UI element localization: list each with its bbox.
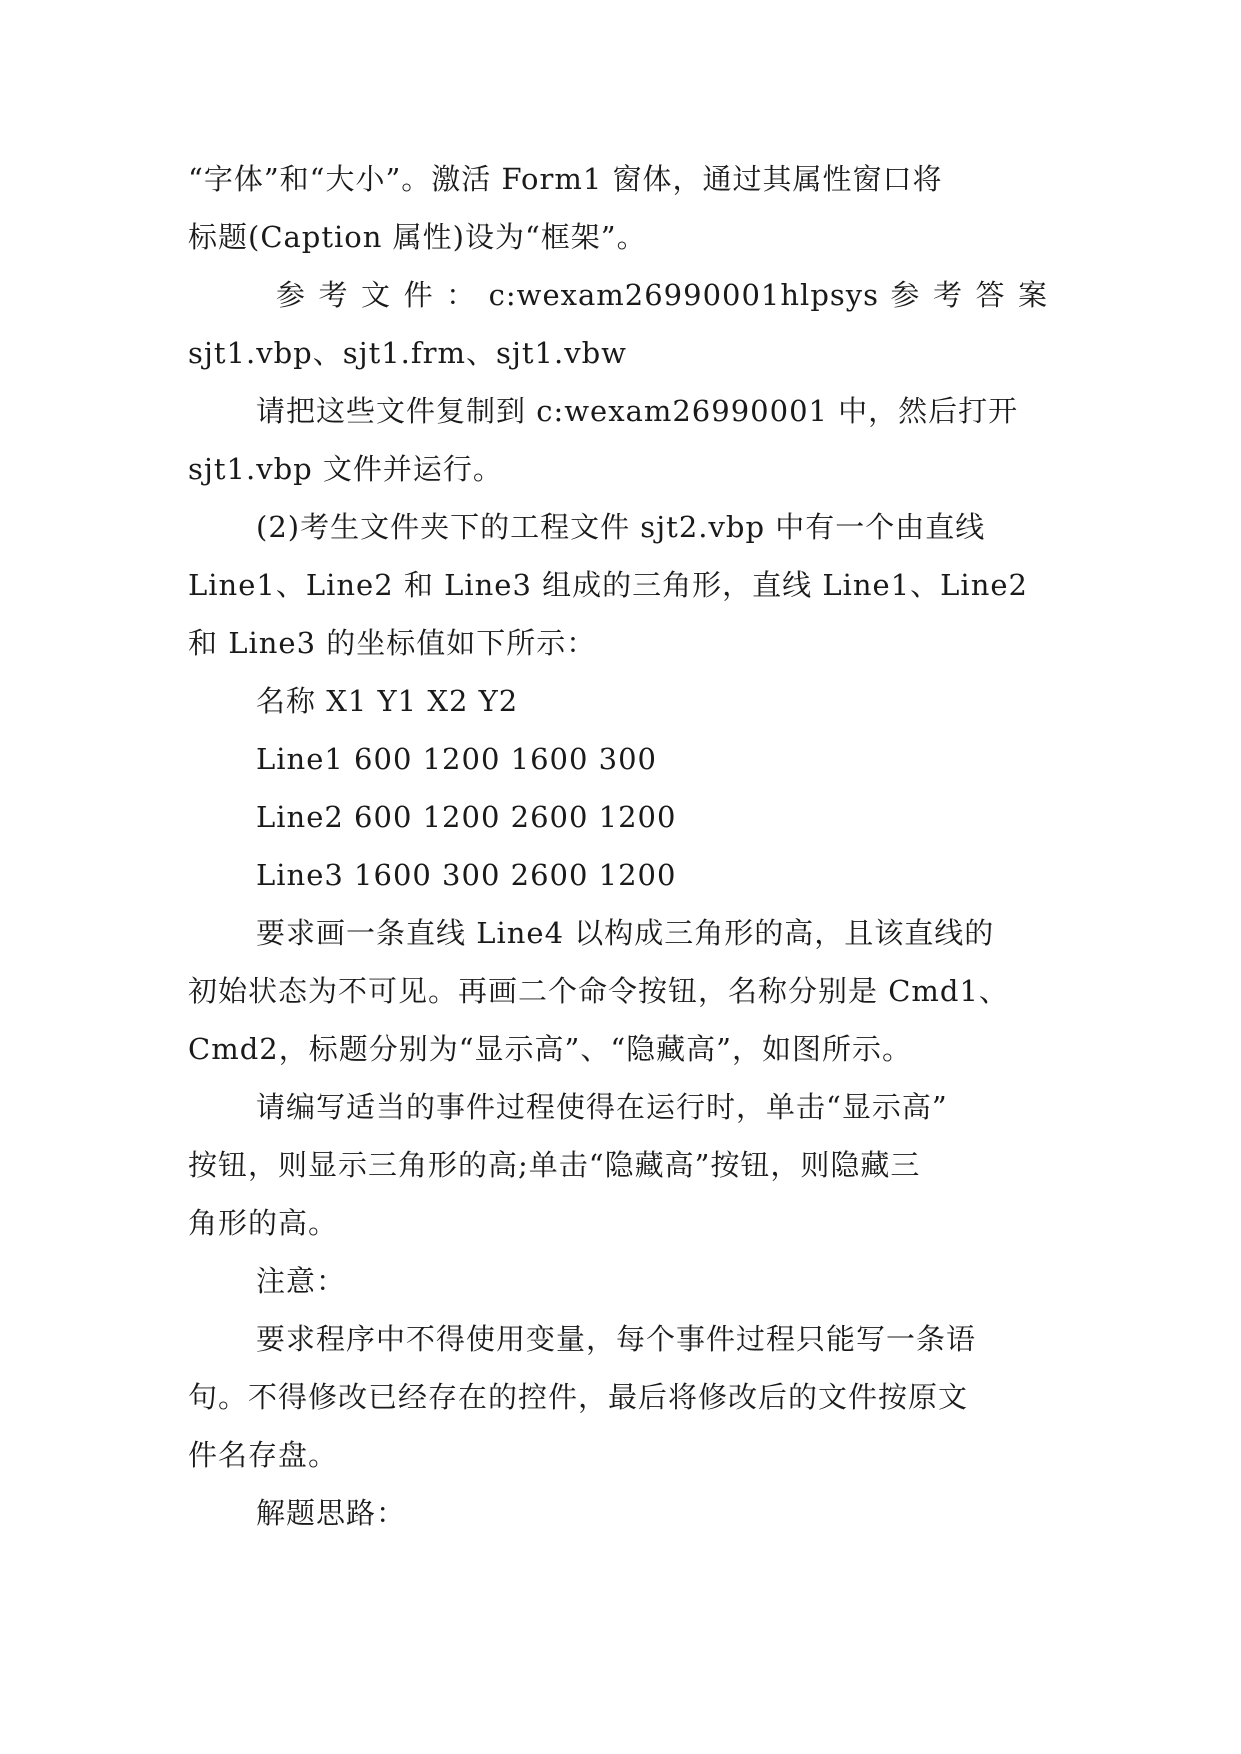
text-line: 初始状态为不可见。再画二个命令按钮，名称分别是 Cmd1、 <box>188 974 1009 1008</box>
text-line: 件名存盘。 <box>188 1438 339 1472</box>
text-line: 要求程序中不得使用变量，每个事件过程只能写一条语 <box>256 1322 977 1356</box>
text-line: 句。不得修改已经存在的控件，最后将修改后的文件按原文 <box>188 1380 969 1414</box>
text-line: 标题(Caption 属性)设为“框架”。 <box>188 220 647 254</box>
reference-files-line: 参 考 文 件 ： c:wexam26990001hlpsys 参 考 答 案 <box>276 278 1048 312</box>
text-line: sjt1.vbp、sjt1.frm、sjt1.vbw <box>188 336 627 370</box>
coordinate-row: Line1 600 1200 1600 300 <box>256 742 658 776</box>
text-line: sjt1.vbp 文件并运行。 <box>188 452 503 486</box>
coordinate-row: Line3 1600 300 2600 1200 <box>256 858 677 892</box>
text-line: 按钮，则显示三角形的高;单击“隐藏高”按钮，则隐藏三 <box>188 1148 921 1182</box>
coordinate-header: 名称 X1 Y1 X2 Y2 <box>256 684 519 718</box>
coordinate-row: Line2 600 1200 2600 1200 <box>256 800 677 834</box>
text-line: 要求画一条直线 Line4 以构成三角形的高，且该直线的 <box>256 916 995 950</box>
text-line: “字体”和“大小”。激活 Form1 窗体，通过其属性窗口将 <box>188 162 943 196</box>
text-line: 和 Line3 的坐标值如下所示： <box>188 626 597 660</box>
text-line: 角形的高。 <box>188 1206 339 1240</box>
solution-heading: 解题思路： <box>256 1496 407 1530</box>
text-line: (2)考生文件夹下的工程文件 sjt2.vbp 中有一个由直线 <box>256 510 986 544</box>
text-line: 请编写适当的事件过程使得在运行时，单击“显示高” <box>256 1090 948 1124</box>
text-line: Line1、Line2 和 Line3 组成的三角形，直线 Line1、Line2 <box>188 568 1028 602</box>
note-heading: 注意： <box>256 1264 347 1298</box>
text-line: Cmd2，标题分别为“显示高”、“隐藏高”，如图所示。 <box>188 1032 913 1066</box>
text-line: 请把这些文件复制到 c:wexam26990001 中，然后打开 <box>256 394 1019 428</box>
document-body <box>188 150 1048 1542</box>
